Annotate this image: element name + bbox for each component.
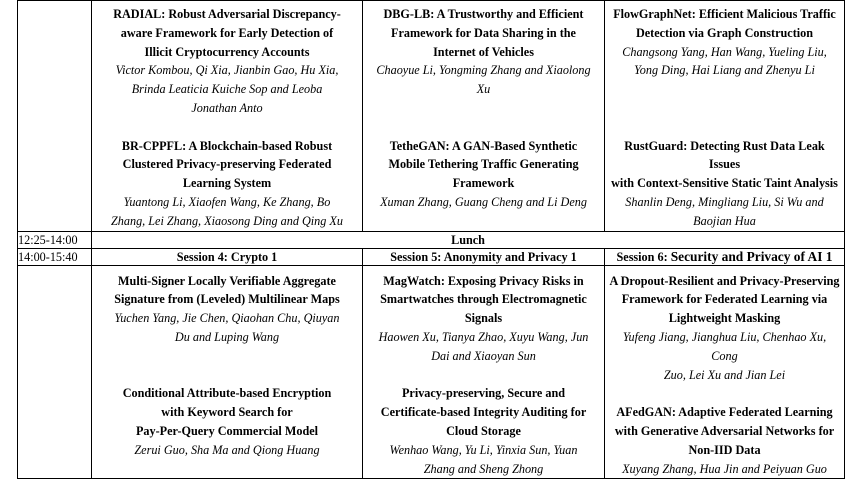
- paper-authors-line: Chaoyue Li, Yongming Zhang and Xiaolong: [376, 63, 591, 78]
- session-cell: [92, 1, 363, 232]
- paper-entry: [605, 266, 844, 385]
- paper-title-line: Framework: [452, 176, 515, 191]
- paper-entry: [92, 266, 362, 347]
- paper-authors-line: Yuchen Yang, Jie Chen, Qiaohan Chu, Qiuyan: [114, 311, 340, 326]
- paper-title-line: Conditional Attribute-based Encryption: [122, 386, 332, 401]
- paper-authors-line: Zhang, Lei Zhang, Xiaosong Ding and Qing Xu: [111, 213, 343, 228]
- session-header: [605, 248, 845, 265]
- paper-entry: [363, 1, 604, 99]
- paper-title-line: aware Framework for Early Detection of: [120, 25, 334, 40]
- time-cell-empty: [18, 1, 92, 232]
- paper-title-line: BR-CPPFL: A Blockchain-based Robust: [121, 138, 333, 153]
- paper-title-line: Learning System: [182, 176, 272, 191]
- paper-authors-line: Haowen Xu, Tianya Zhao, Xuyu Wang, Jun: [378, 329, 589, 344]
- paper-title-line: RustGuard: Detecting Rust Data Leak Issues: [624, 138, 825, 172]
- paper-authors-line: Jonathan Anto: [191, 100, 263, 115]
- table-row: [18, 1, 845, 232]
- table-row: [18, 248, 845, 265]
- paper-entry: [92, 137, 362, 231]
- paper-title-line: A Dropout-Resilient and Privacy-Preserving: [609, 273, 840, 288]
- paper-title-line: MagWatch: Exposing Privacy Risks in: [383, 273, 584, 288]
- paper-title-line: Framework for Data Sharing in the: [391, 25, 576, 40]
- paper-entry: [363, 266, 604, 366]
- paper-authors-line: Yong Ding, Hai Liang and Zhenyu Li: [634, 63, 815, 78]
- paper-authors-line: Victor Kombou, Qi Xia, Jianbin Gao, Hu Xia,: [115, 63, 339, 78]
- session-cell: [605, 265, 845, 479]
- paper-authors-line: Xuyang Zhang, Hua Jin and Peiyuan Guo: [622, 461, 827, 476]
- paper-authors-line: Xuman Zhang, Guang Cheng and Li Deng: [380, 194, 587, 209]
- paper-authors-line: Shanlin Deng, Mingliang Liu, Si Wu and: [625, 194, 824, 209]
- paper-title-line: FlowGraphNet: Efficient Malicious Traffic: [613, 7, 836, 21]
- paper-authors-line: Zuo, Lei Xu and Jian Lei: [663, 367, 786, 382]
- paper-title-line: RADIAL: Robust Adversarial Discrepancy-: [113, 7, 341, 21]
- session-cell: [92, 265, 363, 479]
- paper-title-line: Multi-Signer Locally Verifiable Aggregate: [118, 273, 336, 288]
- paper-title-line: AFedGAN: Adaptive Federated Learning: [616, 405, 833, 420]
- paper-authors-line: Zerui Guo, Sha Ma and Qiong Huang: [134, 442, 320, 457]
- paper-authors-line: Zhang and Sheng Zhong: [423, 461, 544, 476]
- paper-title-line: with Context-Sensitive Static Taint Analysis: [611, 176, 838, 191]
- paper-authors-line: Brinda Leaticia Kuiche Sop and Leoba: [131, 82, 323, 97]
- table-row: [18, 265, 845, 479]
- session-header: Session 4: Crypto 1: [92, 248, 363, 265]
- paper-title-line: Mobile Tethering Traffic Generating: [388, 157, 579, 172]
- table-row: [18, 231, 845, 248]
- session-name: Security and Privacy of AI 1: [670, 248, 833, 264]
- paper-title-line: Certificate-based Integrity Auditing for: [380, 405, 587, 420]
- paper-title-line: Pay-Per-Query Commercial Model: [135, 423, 319, 438]
- paper-title-line: with Keyword Search for: [161, 405, 293, 420]
- paper-title-line: Privacy-preserving, Secure and: [401, 386, 566, 401]
- paper-title-line: Signals: [464, 311, 503, 326]
- program-table: [17, 0, 845, 479]
- session-cell: [363, 1, 605, 232]
- paper-title-line: Smartwatches through Electromagnetic: [380, 292, 587, 307]
- paper-title-line: Framework for Federated Learning via: [621, 292, 828, 307]
- session-cell: [363, 265, 605, 479]
- paper-title-line: Detection via Graph Construction: [635, 25, 814, 40]
- time-slot: 12:25-14:00: [18, 231, 92, 248]
- paper-title-line: Non-IID Data: [688, 442, 761, 457]
- paper-entry: [92, 1, 362, 118]
- paper-authors-line: Wenhao Wang, Yu Li, Yinxia Sun, Yuan: [389, 442, 578, 457]
- paper-authors-line: Baojian Hua: [693, 213, 756, 228]
- time-slot: 14:00-15:40: [18, 248, 92, 265]
- paper-title-line: DBG-LB: A Trustworthy and Efficient: [383, 7, 584, 21]
- paper-entry: [92, 384, 362, 459]
- paper-title-line: Internet of Vehicles: [433, 44, 534, 59]
- paper-title-line: Illicit Cryptocurrency Accounts: [144, 44, 310, 59]
- lunch-break: Lunch: [92, 231, 845, 248]
- paper-title-line: Clustered Privacy-preserving Federated: [122, 157, 332, 172]
- paper-title-line: Lightweight Masking: [668, 311, 781, 326]
- paper-title-line: with Generative Adversarial Networks for: [614, 423, 835, 438]
- paper-entry: [605, 1, 844, 80]
- paper-authors-line: Changsong Yang, Han Wang, Yueling Liu,: [622, 44, 827, 59]
- session-header: Session 5: Anonymity and Privacy 1: [363, 248, 605, 265]
- paper-title-line: TetheGAN: A GAN-Based Synthetic: [389, 138, 578, 153]
- paper-title-line: Cloud Storage: [446, 423, 521, 438]
- paper-authors-line: Du and Luping Wang: [174, 329, 280, 344]
- time-cell-empty: [18, 265, 92, 479]
- paper-entry: [363, 384, 604, 478]
- paper-entry: [363, 137, 604, 212]
- paper-title-line: Signature from (Leveled) Multilinear Maps: [114, 292, 340, 307]
- paper-authors-line: Yuantong Li, Xiaofen Wang, Ke Zhang, Bo: [123, 194, 331, 209]
- paper-authors-line: Dai and Xiaoyan Sun: [431, 348, 536, 363]
- paper-entry: [605, 403, 844, 478]
- paper-entry: [605, 137, 844, 231]
- session-cell: [605, 1, 845, 232]
- paper-authors-line: Yufeng Jiang, Jianghua Liu, Chenhao Xu, Cong: [622, 329, 827, 363]
- session-prefix: Session 6:: [616, 249, 671, 264]
- paper-authors-line: Xu: [476, 82, 491, 97]
